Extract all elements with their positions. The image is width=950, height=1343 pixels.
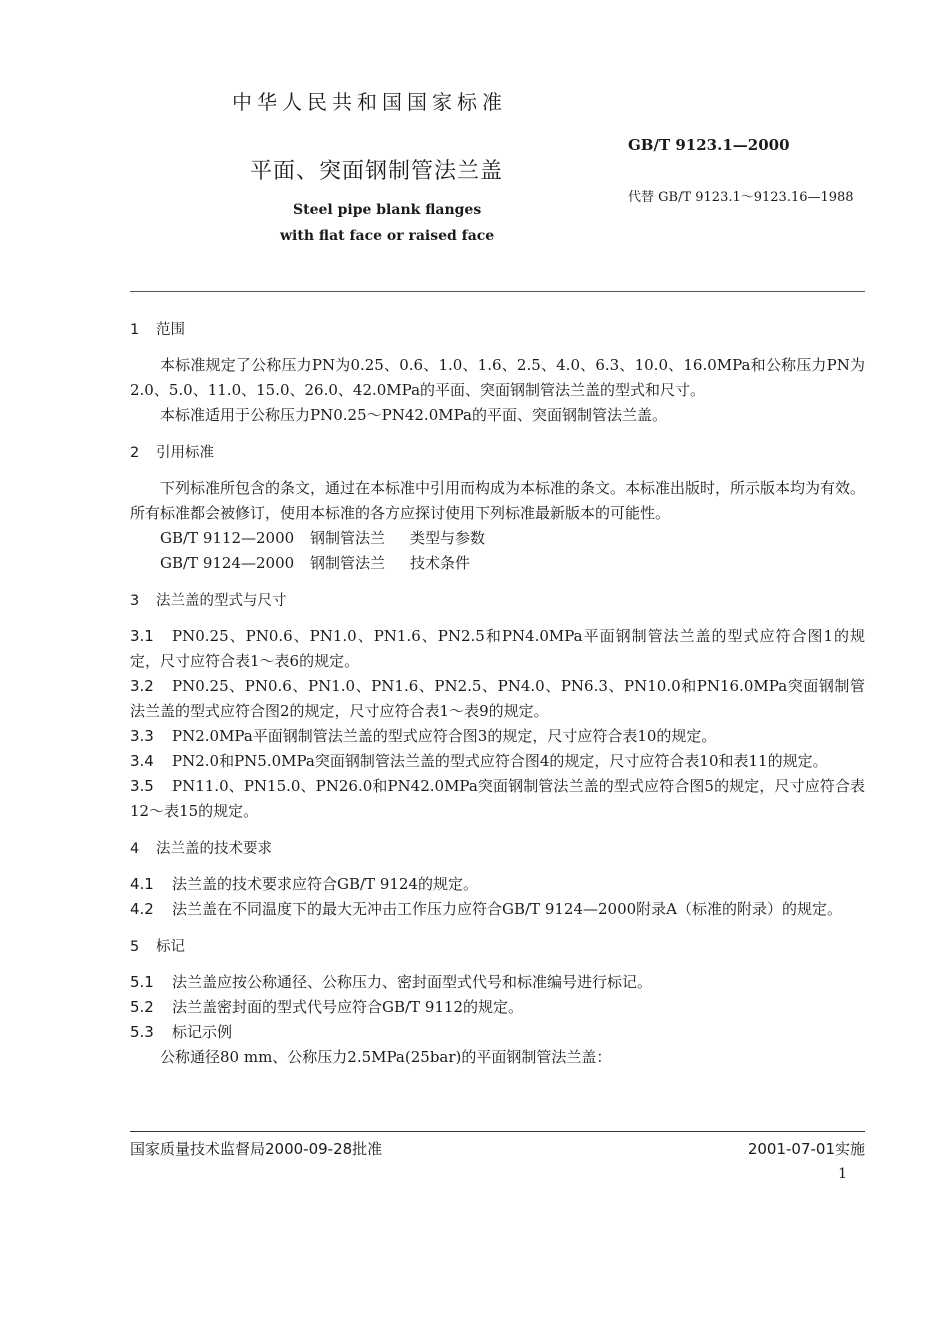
clause-number: 3.4 xyxy=(130,752,154,770)
section-title: 标记 xyxy=(156,939,185,955)
clause-text: 法兰盖密封面的型式代号应符合GB/T 9112的规定。 xyxy=(172,998,524,1016)
clause xyxy=(130,624,865,674)
section-number: 1 xyxy=(130,322,140,338)
clause xyxy=(130,872,865,897)
replaces-note: 代替 GB/T 9123.1～9123.16—1988 xyxy=(628,190,854,205)
example-text: 公称通径80 mm、公称压力2.5MPa(25bar)的平面钢制管法兰盖： xyxy=(160,1048,612,1066)
reference-entry xyxy=(130,551,865,576)
section-heading xyxy=(130,935,865,960)
clause-text: PN2.0MPa平面钢制管法兰盖的型式应符合图3的规定，尺寸应符合表10的规定。 xyxy=(172,727,717,745)
clause xyxy=(130,1020,865,1045)
section-heading xyxy=(130,441,865,466)
clause-number: 4.2 xyxy=(130,900,154,918)
clause-number: 4.1 xyxy=(130,875,154,893)
clause xyxy=(130,970,865,995)
clause-text: PN2.0和PN5.0MPa突面钢制管法兰盖的型式应符合图4的规定，尺寸应符合表10和表11的规定。 xyxy=(172,752,828,770)
clause xyxy=(130,724,865,749)
clause-number: 5.1 xyxy=(130,973,154,991)
reference-desc: 类型与参数 xyxy=(410,529,486,547)
standard-number: GB/T 9123.1—2000 xyxy=(628,136,790,154)
page-number: 1 xyxy=(838,1166,847,1182)
clause-number: 3.1 xyxy=(130,627,154,645)
clause-text: PN11.0、PN15.0、PN26.0和PN42.0MPa突面钢制管法兰盖的型式应符合图5的规定，尺寸应符合表12～表15的规定。 xyxy=(130,777,865,820)
reference-entry xyxy=(130,526,865,551)
header-divider xyxy=(130,291,865,292)
clause-text: 法兰盖应按公称通径、公称压力、密封面型式代号和标准编号进行标记。 xyxy=(172,973,653,991)
section-title: 引用标准 xyxy=(156,445,214,461)
section-heading xyxy=(130,837,865,862)
clause xyxy=(130,774,865,824)
footer-divider xyxy=(130,1131,865,1132)
approval-note: 国家质量技术监督局2000-09-28批准 xyxy=(130,1140,383,1158)
section-heading xyxy=(130,318,865,343)
clause xyxy=(130,749,865,774)
clause xyxy=(130,897,865,922)
clause-text: PN0.25、PN0.6、PN1.0、PN1.6、PN2.5和PN4.0MPa平面钢制管法兰盖的型式应符合图1的规定，尺寸应符合表1～表6的规定。 xyxy=(130,627,865,670)
effective-date: 2001-07-01实施 xyxy=(747,1140,865,1158)
clause-number: 3.2 xyxy=(130,677,154,695)
section-number: 4 xyxy=(130,841,140,857)
paragraph: 下列标准所包含的条文，通过在本标准中引用而构成为本标准的条文。本标准出版时，所示版本均为有效。所有标准都会被修订，使用本标准的各方应探讨使用下列标准最新版本的可能性。 xyxy=(130,479,866,522)
clause-number: 5.2 xyxy=(130,998,154,1016)
clause xyxy=(130,995,865,1020)
national-standard-heading: 中华人民共和国国家标准 xyxy=(232,90,507,114)
clause-number: 5.3 xyxy=(130,1023,154,1041)
section-number: 5 xyxy=(130,939,140,955)
section-number: 2 xyxy=(130,445,140,461)
section-title: 法兰盖的型式与尺寸 xyxy=(156,593,287,609)
reference-code: GB/T 9124—2000 xyxy=(160,554,295,572)
section-title: 范围 xyxy=(156,322,185,338)
document-body xyxy=(130,318,865,1070)
reference-name: 钢制管法兰 xyxy=(310,554,386,572)
clause-text: PN0.25、PN0.6、PN1.0、PN1.6、PN2.5、PN4.0、PN6.3、PN10.0和PN16.0MPa突面钢制管法兰盖的型式应符合图2的规定，尺寸应符合表1～表9的规定。 xyxy=(130,677,865,720)
document-title-cn: 平面、突面钢制管法兰盖 xyxy=(250,159,504,184)
document-title-en-line1: Steel pipe blank flanges xyxy=(293,202,482,218)
clause-text: 法兰盖在不同温度下的最大无冲击工作压力应符合GB/T 9124—2000附录A（标准的附录）的规定。 xyxy=(172,900,843,918)
section-title: 法兰盖的技术要求 xyxy=(156,841,272,857)
clause-number: 3.5 xyxy=(130,777,154,795)
paragraph: 本标准规定了公称压力PN为0.25、0.6、1.0、1.6、2.5、4.0、6.3、10.0、16.0MPa和公称压力PN为2.0、5.0、11.0、15.0、26.0、42.0MPa的平面、突面钢制管法兰盖的型式和尺寸。 xyxy=(130,356,865,399)
reference-code: GB/T 9112—2000 xyxy=(160,529,295,547)
clause-text: 法兰盖的技术要求应符合GB/T 9124的规定。 xyxy=(172,875,479,893)
document-title-en-line2: with flat face or raised face xyxy=(280,228,495,244)
reference-desc: 技术条件 xyxy=(410,554,471,572)
paragraph: 本标准适用于公称压力PN0.25～PN42.0MPa的平面、突面钢制管法兰盖。 xyxy=(160,406,667,424)
clause xyxy=(130,674,865,724)
reference-name: 钢制管法兰 xyxy=(310,529,386,547)
clause-number: 3.3 xyxy=(130,727,154,745)
clause-text: 标记示例 xyxy=(172,1023,233,1041)
section-number: 3 xyxy=(130,593,140,609)
section-heading xyxy=(130,589,865,614)
